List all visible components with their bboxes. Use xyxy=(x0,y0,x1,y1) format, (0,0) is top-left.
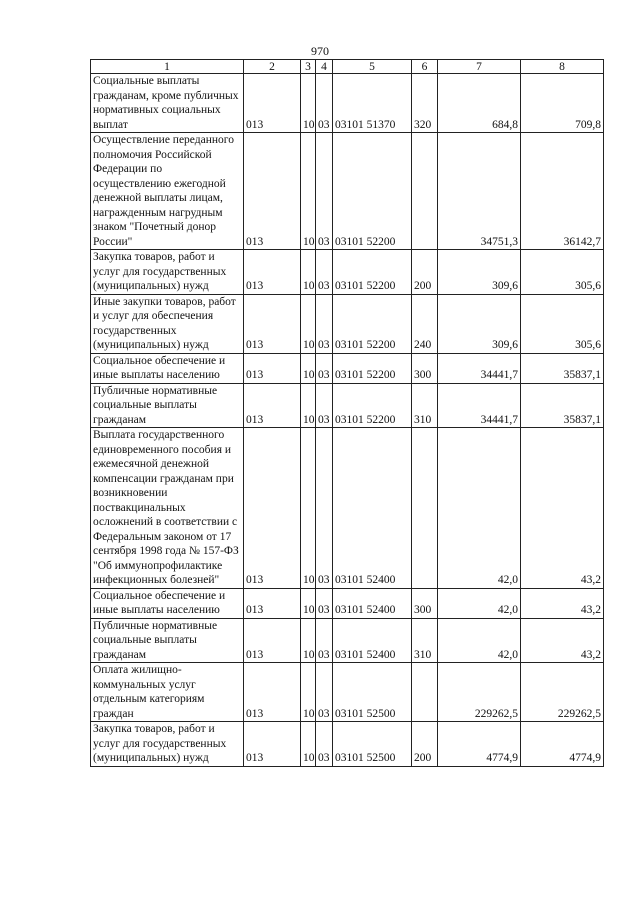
row-section-cell: 10 xyxy=(301,294,316,353)
row-target-article-cell: 03101 52500 xyxy=(333,722,412,767)
row-section-cell: 10 xyxy=(301,663,316,722)
row-grbs-cell: 013 xyxy=(244,722,301,767)
row-amount-1-cell: 4774,9 xyxy=(438,722,521,767)
row-amount-2-cell: 43,2 xyxy=(521,428,604,589)
row-amount-2-cell: 43,2 xyxy=(521,588,604,618)
header-cell: 7 xyxy=(438,60,521,74)
row-target-article-cell: 03101 52200 xyxy=(333,383,412,428)
row-target-article-cell: 03101 52400 xyxy=(333,618,412,663)
row-expense-type-cell: 200 xyxy=(412,722,438,767)
row-target-article-cell: 03101 51370 xyxy=(333,74,412,133)
header-cell: 4 xyxy=(316,60,333,74)
row-section-cell: 10 xyxy=(301,722,316,767)
row-expense-type-cell: 240 xyxy=(412,294,438,353)
header-cell: 3 xyxy=(301,60,316,74)
budget-table xyxy=(90,59,604,767)
row-name-cell: Социальное обеспечение и иные выплаты населению xyxy=(91,353,244,383)
row-amount-1-cell: 42,0 xyxy=(438,428,521,589)
table-row xyxy=(91,383,604,428)
row-subsection-cell: 03 xyxy=(316,618,333,663)
row-amount-2-cell: 35837,1 xyxy=(521,383,604,428)
row-target-article-cell: 03101 52400 xyxy=(333,588,412,618)
row-name-cell: Публичные нормативные социальные выплаты гражданам xyxy=(91,618,244,663)
row-name-cell: Социальное обеспечение и иные выплаты населению xyxy=(91,588,244,618)
row-amount-1-cell: 229262,5 xyxy=(438,663,521,722)
table-row xyxy=(91,74,604,133)
row-target-article-cell: 03101 52200 xyxy=(333,250,412,295)
row-expense-type-cell: 310 xyxy=(412,618,438,663)
row-grbs-cell: 013 xyxy=(244,133,301,250)
page-number: 970 xyxy=(311,44,329,58)
row-amount-2-cell: 4774,9 xyxy=(521,722,604,767)
row-amount-1-cell: 42,0 xyxy=(438,588,521,618)
row-name-cell: Закупка товаров, работ и услуг для государственных (муниципальных) нужд xyxy=(91,250,244,295)
row-subsection-cell: 03 xyxy=(316,722,333,767)
row-amount-1-cell: 684,8 xyxy=(438,74,521,133)
row-amount-1-cell: 309,6 xyxy=(438,250,521,295)
row-grbs-cell: 013 xyxy=(244,588,301,618)
row-amount-1-cell: 34751,3 xyxy=(438,133,521,250)
row-subsection-cell: 03 xyxy=(316,74,333,133)
table-row xyxy=(91,618,604,663)
row-amount-2-cell: 305,6 xyxy=(521,294,604,353)
row-expense-type-cell xyxy=(412,133,438,250)
header-cell: 2 xyxy=(244,60,301,74)
row-name-cell: Иные закупки товаров, работ и услуг для обеспечения государственных (муниципальных) нужд xyxy=(91,294,244,353)
row-expense-type-cell: 300 xyxy=(412,588,438,618)
row-name-cell: Оплата жилищно-коммунальных услуг отдельным категориям граждан xyxy=(91,663,244,722)
row-subsection-cell: 03 xyxy=(316,588,333,618)
row-grbs-cell: 013 xyxy=(244,250,301,295)
row-amount-1-cell: 34441,7 xyxy=(438,353,521,383)
row-amount-2-cell: 709,8 xyxy=(521,74,604,133)
header-cell: 8 xyxy=(521,60,604,74)
row-amount-1-cell: 34441,7 xyxy=(438,383,521,428)
row-target-article-cell: 03101 52200 xyxy=(333,294,412,353)
row-name-cell: Осуществление переданного полномочия Российской Федерации по осуществлению ежегодной денежной выплаты лицам, награжденным нагрудным знаком "Почетный донор России" xyxy=(91,133,244,250)
row-amount-2-cell: 229262,5 xyxy=(521,663,604,722)
row-name-cell: Выплата государственного единовременного пособия и ежемесячной денежной компенсации гражданам при возникновении поствакцинальных осложнений в соответствии с Федеральным законом от 17 сентября 1998 года № 157-ФЗ "Об иммунопрофилактике инфекционных болезней" xyxy=(91,428,244,589)
row-subsection-cell: 03 xyxy=(316,294,333,353)
row-section-cell: 10 xyxy=(301,74,316,133)
row-subsection-cell: 03 xyxy=(316,663,333,722)
row-amount-1-cell: 309,6 xyxy=(438,294,521,353)
row-subsection-cell: 03 xyxy=(316,133,333,250)
row-grbs-cell: 013 xyxy=(244,383,301,428)
row-subsection-cell: 03 xyxy=(316,428,333,589)
row-section-cell: 10 xyxy=(301,353,316,383)
row-expense-type-cell: 200 xyxy=(412,250,438,295)
row-expense-type-cell: 320 xyxy=(412,74,438,133)
row-amount-2-cell: 305,6 xyxy=(521,250,604,295)
row-name-cell: Социальные выплаты гражданам, кроме публичных нормативных социальных выплат xyxy=(91,74,244,133)
row-subsection-cell: 03 xyxy=(316,383,333,428)
row-subsection-cell: 03 xyxy=(316,353,333,383)
row-subsection-cell: 03 xyxy=(316,250,333,295)
row-name-cell: Публичные нормативные социальные выплаты гражданам xyxy=(91,383,244,428)
row-target-article-cell: 03101 52400 xyxy=(333,428,412,589)
header-cell: 1 xyxy=(91,60,244,74)
row-section-cell: 10 xyxy=(301,250,316,295)
row-section-cell: 10 xyxy=(301,618,316,663)
row-amount-1-cell: 42,0 xyxy=(438,618,521,663)
row-section-cell: 10 xyxy=(301,133,316,250)
row-grbs-cell: 013 xyxy=(244,294,301,353)
row-grbs-cell: 013 xyxy=(244,618,301,663)
row-grbs-cell: 013 xyxy=(244,663,301,722)
row-amount-2-cell: 36142,7 xyxy=(521,133,604,250)
row-grbs-cell: 013 xyxy=(244,428,301,589)
table-row xyxy=(91,722,604,767)
header-cell: 5 xyxy=(333,60,412,74)
row-section-cell: 10 xyxy=(301,383,316,428)
table-row xyxy=(91,133,604,250)
row-grbs-cell: 013 xyxy=(244,353,301,383)
table-header-row xyxy=(91,60,604,74)
table-row xyxy=(91,588,604,618)
row-expense-type-cell xyxy=(412,428,438,589)
table-row xyxy=(91,663,604,722)
row-target-article-cell: 03101 52200 xyxy=(333,353,412,383)
table-row xyxy=(91,250,604,295)
row-name-cell: Закупка товаров, работ и услуг для государственных (муниципальных) нужд xyxy=(91,722,244,767)
table-row xyxy=(91,294,604,353)
row-grbs-cell: 013 xyxy=(244,74,301,133)
header-cell: 6 xyxy=(412,60,438,74)
row-amount-2-cell: 43,2 xyxy=(521,618,604,663)
row-section-cell: 10 xyxy=(301,588,316,618)
row-expense-type-cell: 310 xyxy=(412,383,438,428)
row-expense-type-cell xyxy=(412,663,438,722)
table-row xyxy=(91,428,604,589)
row-amount-2-cell: 35837,1 xyxy=(521,353,604,383)
row-expense-type-cell: 300 xyxy=(412,353,438,383)
row-target-article-cell: 03101 52200 xyxy=(333,133,412,250)
table-row xyxy=(91,353,604,383)
row-target-article-cell: 03101 52500 xyxy=(333,663,412,722)
row-section-cell: 10 xyxy=(301,428,316,589)
